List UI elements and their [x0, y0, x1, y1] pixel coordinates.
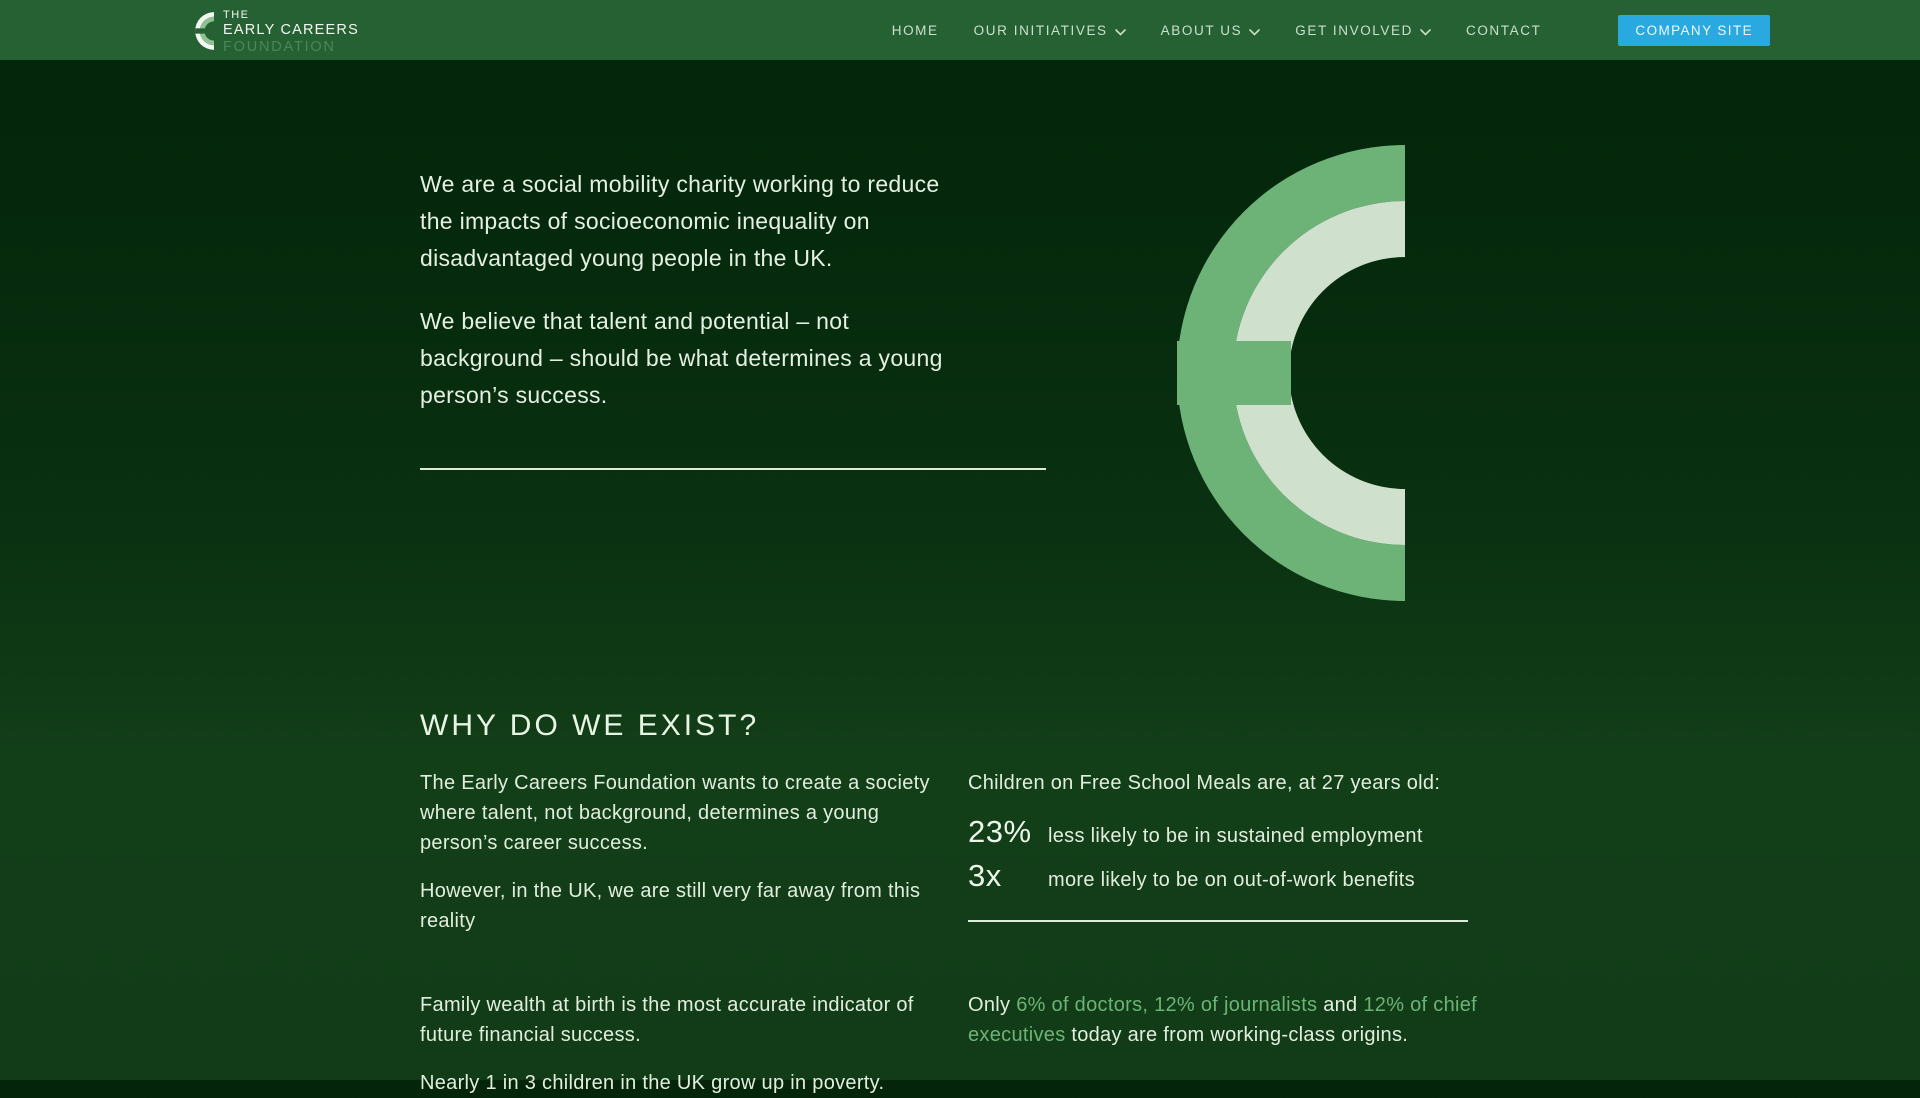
nav-item-get-involved-label: GET INVOLVED	[1295, 22, 1413, 38]
logo-c-icon	[195, 12, 214, 50]
stat-row	[968, 858, 1500, 902]
logo-line-early-careers: EARLY CAREERS	[223, 22, 359, 38]
why-we-exist-section	[0, 698, 1500, 1098]
stat-value: 23%	[968, 814, 1032, 849]
why-right-column-bottom	[968, 990, 1500, 1098]
closing-text-part1: Only	[968, 994, 1017, 1016]
logo-wordmark	[223, 10, 359, 54]
hero-text-block	[420, 166, 975, 414]
nav-item-home-label: HOME	[891, 22, 939, 38]
why-left-paragraph-4-partial: Nearly 1 in 3 children in the UK grow up in poverty.	[420, 1072, 885, 1094]
nav-item-get-involved[interactable]	[1295, 22, 1431, 39]
chevron-down-icon	[1115, 24, 1126, 39]
logo-line-the: THE	[223, 9, 250, 21]
why-left-column-top	[420, 768, 968, 990]
nav-item-home[interactable]	[892, 23, 939, 38]
closing-statistic-paragraph	[968, 990, 1500, 1050]
why-left-paragraph-2: However, in the UK, we are still very far away from this reality	[420, 880, 921, 932]
logo-line-foundation: FOUNDATION	[223, 38, 336, 55]
stat-value: 3x	[968, 858, 1002, 893]
main-menu	[892, 15, 1770, 46]
company-site-button[interactable]: COMPANY SITE	[1618, 15, 1770, 46]
closing-text-part2: and	[1317, 994, 1364, 1016]
section-heading: WHY DO WE EXIST?	[420, 709, 760, 742]
hero-paragraph-2: We believe that talent and potential – not background – should be what determines a young person’s success.	[420, 308, 943, 408]
why-left-paragraph-1: The Early Careers Foundation wants to create a society where talent, not background, determines a young person’s career success.	[420, 772, 930, 854]
stat-label: more likely to be on out-of-work benefits	[1048, 869, 1415, 891]
closing-highlight-chief-executives: 12% of chief executives	[968, 994, 1478, 1046]
why-two-column-grid	[420, 768, 1500, 1098]
hero-section	[0, 60, 1920, 698]
stats-divider-line	[968, 920, 1468, 922]
nav-item-our-initiatives-label: OUR INITIATIVES	[973, 22, 1108, 38]
nav-item-about-us[interactable]	[1161, 22, 1261, 39]
why-left-paragraph-3: Family wealth at birth is the most accurate indicator of future financial success.	[420, 994, 914, 1046]
nav-item-about-us-label: ABOUT US	[1160, 22, 1243, 38]
stats-intro-text: Children on Free School Meals are, at 27 years old:	[968, 772, 1441, 794]
nav-item-contact[interactable]	[1466, 23, 1541, 38]
closing-text-part3: today are from working-class origins.	[1065, 1024, 1409, 1046]
hero-paragraph-1: We are a social mobility charity working to reduce the impacts of socioeconomic inequality on disadvantaged young people in the UK.	[420, 171, 940, 271]
site-logo[interactable]	[195, 10, 359, 54]
stat-label: less likely to be in sustained employment	[1048, 825, 1423, 847]
large-c-logo-graphic	[1175, 143, 1405, 603]
chevron-down-icon	[1420, 24, 1431, 39]
why-right-column-top	[968, 768, 1500, 990]
nav-item-contact-label: CONTACT	[1465, 22, 1542, 38]
nav-item-our-initiatives[interactable]	[974, 22, 1126, 39]
chevron-down-icon	[1249, 24, 1260, 39]
hero-divider-line	[420, 468, 1046, 470]
closing-highlight-doctors-journalists: 6% of doctors, 12% of journalists	[1016, 994, 1318, 1016]
why-left-column-bottom	[420, 990, 968, 1098]
page-content	[0, 60, 1920, 1098]
stat-row	[968, 814, 1500, 858]
top-navigation-bar	[0, 0, 1920, 60]
